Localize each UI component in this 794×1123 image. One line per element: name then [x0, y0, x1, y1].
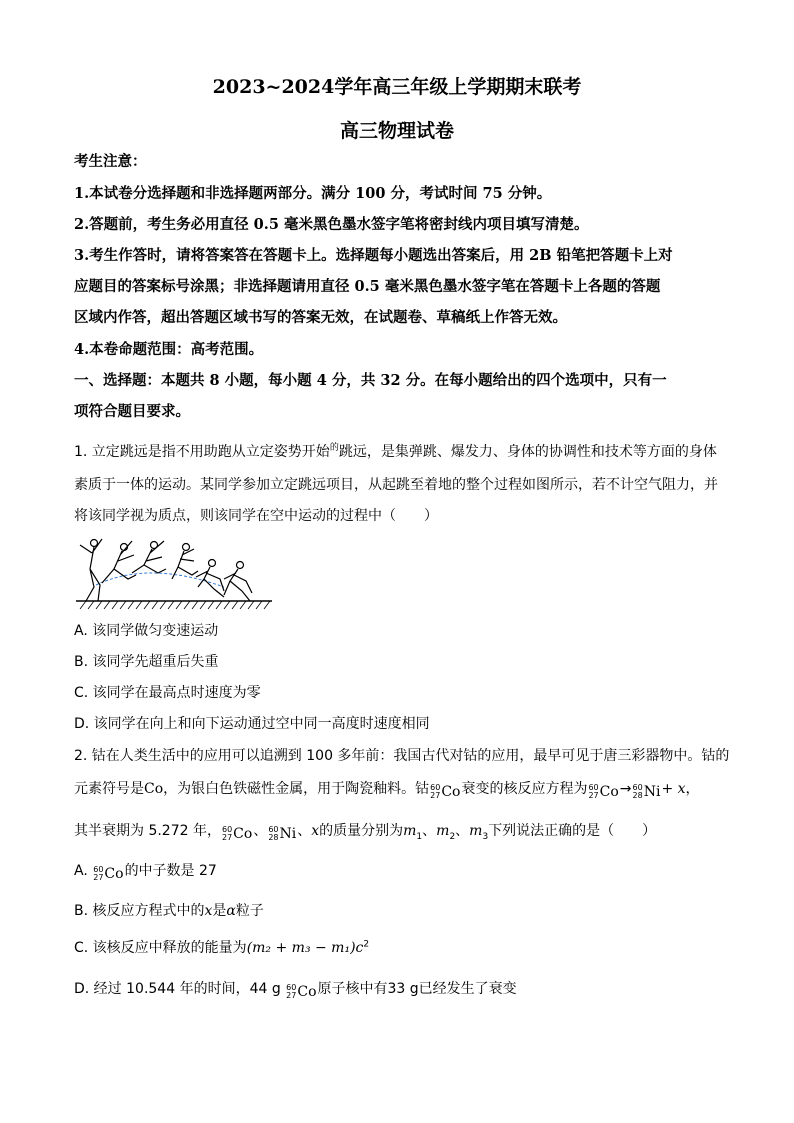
- element-symbol: Ni: [279, 826, 297, 842]
- q2-text-e: 的质量分别为: [319, 823, 404, 839]
- q2-option-d: [74, 978, 517, 1000]
- q2-line-3: 其半衰期为 5.272 年，60 27Co、60 28Ni、x的质量分别为$m_1$、$m_2$、$m_3$下列说法正确的是（ ）: [74, 823, 657, 842]
- ni60-nuclide: [633, 784, 661, 800]
- q2-text-a: 元素符号是: [74, 781, 144, 797]
- option-text: 是: [212, 903, 227, 919]
- notice-heading: 考生注意：: [74, 153, 147, 170]
- notice-item-3-line-2: 应题目的答案标号涂黑；非选择题请用直径 0.5 毫米黑色墨水签字笔在答题卡上各题的答题: [74, 278, 661, 295]
- long-jump-figure: [74, 535, 274, 610]
- q1-line-2: 素质于一体的运动。某同学参加立定跳远项目，从起跳至着地的整个过程如图所示，若不计空气阻力，并: [74, 477, 718, 493]
- option-text: 粒子: [235, 903, 264, 919]
- q2-text-d: 其半衰期为 5.272 年，: [74, 823, 221, 839]
- q2-text-c: 衰变的核反应方程为: [461, 781, 588, 797]
- element-symbol: Co: [441, 784, 461, 800]
- m1-sub: 1: [416, 831, 423, 842]
- option-text: 原子核中有: [317, 981, 388, 997]
- notice-item-1: 1.本试卷分选择题和非选择题两部分。满分 100 分，考试时间 75 分钟。: [74, 185, 552, 202]
- q2-text-b: ，为银白色铁磁性金属，用于陶瓷釉料。钴: [163, 781, 430, 797]
- m3-sub: 3: [482, 831, 489, 842]
- alpha-symbol: α: [226, 903, 236, 919]
- option-label: A.: [74, 863, 93, 879]
- notice-item-3-line-1: 3.考生作答时，请将答案答在答题卡上。选择题每小题选出答案后，用 2B 铅笔把答题卡上对: [74, 247, 673, 264]
- element-symbol: Co: [599, 784, 619, 800]
- mass-value: 33 g: [387, 981, 419, 997]
- q1-text-b: 跳远，是集弹跳、爆发力、身体的协调性和技术等方面的身体: [338, 444, 717, 460]
- q1-option-b: B. 该同学先超重后失重: [74, 654, 219, 670]
- atomic-number: 27: [430, 791, 441, 800]
- atomic-number: 27: [93, 873, 104, 882]
- separator: 、: [253, 823, 268, 839]
- co60-nuclide-eq: [588, 784, 618, 800]
- q2-option-c: [74, 937, 369, 957]
- q1-option-c: C. 该同学在最高点时速度为零: [74, 685, 261, 701]
- option-text: D. 经过 10.544 年的时间，44 g: [74, 981, 286, 997]
- q2-option-a: [74, 860, 217, 882]
- ni60-nuclide-2: [268, 826, 296, 842]
- q2-line-1: 2. 钴在人类生活中的应用可以追溯到 100 多年前：我国古代对钴的应用，最早可见于唐三彩器物中。钴的: [74, 748, 730, 764]
- option-text: C. 该核反应中释放的能量为: [74, 940, 247, 956]
- q1-mark: 的: [329, 443, 339, 453]
- q2-option-b: [74, 900, 264, 920]
- section-heading-line-2: 项符合题目要求。: [74, 403, 190, 420]
- separator: 、: [297, 823, 312, 839]
- plus-x: + x: [661, 781, 686, 797]
- option-text: 的中子数是 27: [124, 863, 217, 879]
- x-symbol: x: [311, 823, 320, 839]
- co60-nuclide-2: [222, 826, 252, 842]
- mass-defect-expression: (m₂ + m₃ − m₁): [246, 940, 356, 956]
- c-symbol: c: [355, 940, 364, 956]
- q1-text-a: 1. 立定跳远是指不用助跑从立定姿势开始: [74, 444, 330, 460]
- m3: m: [469, 823, 483, 839]
- co60-nuclide-4: [286, 984, 316, 1000]
- mass-number: 60: [268, 825, 279, 834]
- mass-number: 60: [588, 783, 599, 792]
- m2: m: [436, 823, 450, 839]
- mass-number: 60: [430, 783, 441, 792]
- element-symbol: Ni: [643, 784, 661, 800]
- notice-item-4: 4.本卷命题范围：高考范围。: [74, 341, 264, 358]
- exam-title: 2023~2024学年高三年级上学期期末联考: [212, 76, 582, 98]
- atomic-number: 28: [632, 791, 643, 800]
- x-symbol: x: [204, 903, 213, 919]
- mass-number: 60: [221, 825, 233, 834]
- notice-item-2: 2.答题前，考生务必用直径 0.5 毫米黑色墨水签字笔将密封线内项目填写清楚。: [74, 216, 589, 233]
- exponent: 2: [363, 939, 370, 950]
- mass-number: 60: [632, 783, 643, 792]
- atomic-number: 27: [221, 833, 233, 842]
- mass-number: 60: [286, 983, 297, 992]
- arrow: →: [619, 781, 632, 797]
- m1: m: [403, 823, 417, 839]
- q2-line-2: [74, 778, 700, 800]
- atomic-number: 27: [286, 991, 297, 1000]
- comma: ，: [685, 781, 700, 797]
- q1-line-1: [74, 440, 717, 461]
- co60-nuclide-3: [93, 866, 123, 882]
- option-text: B. 核反应方程式中的: [74, 903, 205, 919]
- co-symbol: Co: [144, 781, 164, 797]
- m2-sub: 2: [449, 831, 456, 842]
- mass-number: 60: [93, 865, 104, 874]
- atomic-number: 27: [588, 791, 599, 800]
- atomic-number: 28: [268, 833, 279, 842]
- notice-item-3-line-3: 区域内作答，超出答题区域书写的答案无效，在试题卷、草稿纸上作答无效。: [74, 309, 567, 326]
- q1-option-a: A. 该同学做匀变速运动: [74, 623, 219, 639]
- co60-nuclide: [430, 784, 460, 800]
- element-symbol: Co: [297, 984, 317, 1000]
- exam-subtitle: 高三物理试卷: [339, 120, 454, 142]
- element-symbol: Co: [233, 826, 253, 842]
- element-symbol: Co: [104, 866, 124, 882]
- option-text: 已经发生了衰变: [418, 981, 517, 997]
- section-heading-line-1: 一、选择题：本题共 8 小题，每小题 4 分，共 32 分。在每小题给出的四个选项中，只有一: [74, 372, 667, 389]
- q1-line-3: 将该同学视为质点，则该同学在空中运动的过程中（ ）: [74, 508, 438, 524]
- q1-option-d: D. 该同学在向上和向下运动通过空中同一高度时速度相同: [74, 716, 430, 732]
- q2-text-f: 下列说法正确的是（ ）: [488, 823, 657, 839]
